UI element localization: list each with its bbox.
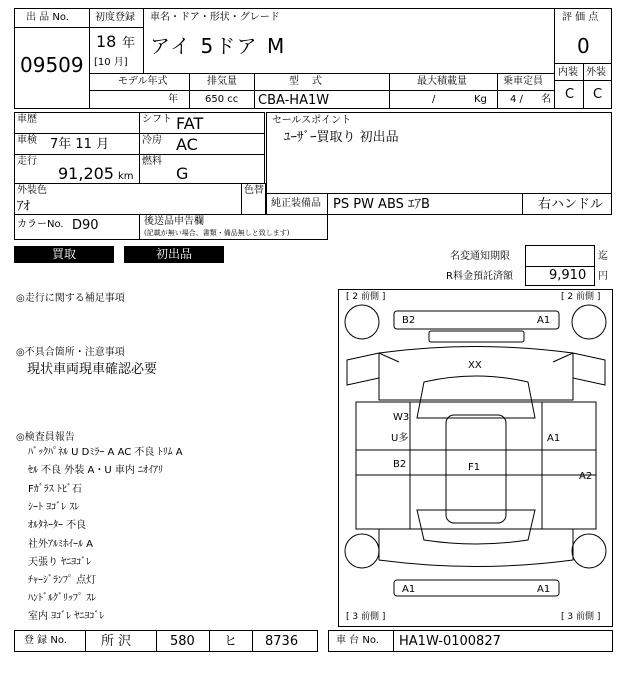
inspector-line: ﾊﾝﾄﾞﾙｸﾞﾘｯﾌﾟ ｽﾚ	[28, 593, 97, 604]
max-load-value: /	[432, 94, 436, 105]
inspector-line: ﾁｬｰｼﾞﾗﾝﾌﾟ 点灯	[28, 575, 97, 586]
diagram-br-label: [ 3 前側 ]	[561, 612, 601, 622]
fuel-label: 燃料	[142, 156, 162, 167]
name-change-unit: 迄	[598, 251, 608, 262]
inspector-report-heading: ◎検査員報告	[16, 432, 75, 443]
model-year-label: モデル年式	[118, 76, 168, 87]
displacement-value: 650 cc	[205, 94, 239, 105]
mark-front-bumper-left: B2	[402, 315, 416, 326]
post-registration-note: (記載が無い場合、書類・備品無しと致します)	[144, 229, 290, 237]
capacity-unit: 名	[541, 94, 551, 105]
ac-label: 冷房	[142, 135, 162, 146]
specs-divider	[189, 73, 190, 109]
diagram-bl-label: [ 3 前側 ]	[346, 612, 386, 622]
inspector-line: ｵﾙﾀﾈｰﾀｰ 不良	[28, 520, 87, 531]
lot-label: 出 品 No.	[26, 12, 69, 23]
diagram-tr-label: [ 2 前側 ]	[561, 292, 601, 302]
inspector-line: ｼｰﾄ ﾖｺﾞﾚ ｽﾚ	[28, 502, 80, 513]
inspector-line: 天張り ﾔﾆﾖｺﾞﾚ	[28, 557, 92, 568]
shift-label: シフト	[142, 114, 172, 125]
mileage-unit: km	[118, 171, 134, 182]
front-grille	[429, 331, 524, 342]
plate-number: 8736	[265, 634, 299, 649]
exterior-color-value: ｱｵ	[17, 199, 30, 214]
plate-class: 580	[170, 634, 195, 649]
inspection-value: 7年 11 月	[50, 137, 110, 152]
front-bumper	[394, 311, 559, 329]
sales-point-text: ﾕｰｻﾞｰ買取り 初出品	[284, 130, 399, 145]
inspector-line: ﾊﾞｯｸﾊﾟﾈﾙ U Dﾐﾗｰ A AC 不良 ﾄﾘﾑ A	[28, 447, 183, 458]
recycle-label: R料金預託済額	[446, 271, 513, 282]
registration-month: [10 月]	[94, 57, 128, 68]
front-body	[379, 347, 573, 401]
first-listing-badge: 初出品	[124, 246, 224, 263]
type-label: 型 式	[289, 76, 322, 87]
mark-windshield-2: U多	[391, 433, 409, 444]
plate-kana: ヒ	[224, 634, 238, 649]
equipment-value: PS PW ABS ｴｱB	[333, 197, 430, 212]
car-name-label: 車名・ドア・形状・グレード	[150, 12, 280, 23]
name-change-box	[525, 245, 595, 267]
wheel-rear-left	[345, 534, 379, 568]
exterior-color-cell	[14, 183, 242, 215]
damage-diagram	[338, 289, 613, 627]
color-no-value: D90	[72, 218, 99, 233]
plate-label: 登 録 No.	[24, 635, 67, 646]
wheel-front-right	[572, 305, 606, 339]
defect-notes-text: 現状車両現車確認必要	[27, 362, 158, 377]
specs-divider	[497, 73, 498, 109]
registration-year: 18	[96, 32, 117, 51]
mark-roof: F1	[468, 462, 481, 473]
registration-label: 初度登録	[95, 12, 135, 23]
diagram-tl-label: [ 2 前側 ]	[346, 292, 386, 302]
interior-label: 内装	[558, 67, 578, 78]
mark-rear-bumper-right: A1	[537, 584, 551, 595]
plate-region: 所 沢	[101, 634, 132, 649]
mark-right-front-door: A1	[547, 433, 561, 444]
mileage-label: 走行	[17, 156, 37, 167]
inspector-line: ｾﾙ 不良 外装 A・U 車内 ﾆｵｲｱﾘ	[28, 465, 164, 476]
chassis-value: HA1W-0100827	[399, 634, 501, 649]
rear-body	[379, 529, 573, 567]
max-load-label: 最大積載量	[417, 76, 467, 87]
fuel-value: G	[176, 164, 189, 183]
max-load-unit: Kg	[474, 94, 487, 105]
inspector-line: 社外ｱﾙﾐﾎｲｰﾙ A	[28, 539, 94, 550]
rear-window	[417, 510, 535, 544]
mark-right-rear: A2	[579, 471, 593, 482]
driving-notes-heading: ◎走行に関する補足事項	[16, 293, 125, 304]
type-value: CBA-HA1W	[258, 93, 330, 108]
specs-divider	[389, 73, 390, 109]
grade-label: 評 価 点	[562, 12, 599, 23]
model-year-unit: 年	[168, 94, 178, 105]
chassis-label: 車 台 No.	[336, 635, 379, 646]
wheel-front-left	[345, 305, 379, 339]
recycle-value: 9,910	[549, 268, 587, 283]
buyback-badge: 買取	[14, 246, 114, 263]
handle-value: 右ハンドル	[538, 197, 604, 212]
exterior-label: 外装	[586, 67, 606, 78]
car-outline	[339, 290, 612, 626]
capacity-value: 4 /	[510, 94, 523, 105]
recycle-unit: 円	[598, 271, 608, 282]
name-change-label: 名変通知期限	[450, 251, 510, 262]
mark-left-front-door: B2	[393, 459, 407, 470]
exterior-color-label: 外装色	[17, 185, 47, 196]
equipment-label: 純正装備品	[271, 198, 321, 209]
specs-divider	[254, 73, 255, 109]
color-change-label: 色替	[244, 185, 264, 196]
mark-hood: XX	[468, 360, 482, 371]
grade-divider	[554, 80, 612, 81]
exterior-grade: C	[593, 87, 603, 102]
mileage-value: 91,205	[58, 164, 114, 183]
grade-value: 0	[577, 34, 590, 58]
capacity-label: 乗車定員	[503, 76, 543, 87]
sales-point-label: セールスポイント	[272, 115, 352, 126]
windshield	[417, 376, 535, 418]
interior-grade: C	[565, 87, 575, 102]
history-label: 車歴	[17, 114, 37, 125]
rear-bumper	[394, 580, 559, 596]
inspector-line: Fｶﾞﾗｽ ﾄﾋﾞ石	[28, 484, 82, 495]
car-name: アイ 5ドア M	[150, 34, 287, 58]
inspection-label: 車検	[17, 135, 37, 146]
defect-notes-heading: ◎不具合箇所・注意事項	[16, 347, 125, 358]
registration-year-unit: 年	[122, 36, 136, 51]
inspector-line: 室内 ﾖｺﾞﾚ ﾔﾆﾖｺﾞﾚ	[28, 611, 105, 622]
mark-front-bumper-right: A1	[537, 315, 551, 326]
shift-value: FAT	[176, 114, 204, 133]
mark-rear-bumper-left: A1	[402, 584, 416, 595]
wheel-rear-right	[572, 534, 606, 568]
lot-number: 09509	[20, 53, 84, 77]
color-no-label: カラーNo.	[17, 219, 64, 230]
displacement-label: 排気量	[207, 76, 237, 87]
mark-windshield-1: W3	[393, 412, 410, 423]
post-registration-label: 後送品申告欄	[144, 216, 204, 227]
ac-value: AC	[176, 135, 198, 154]
